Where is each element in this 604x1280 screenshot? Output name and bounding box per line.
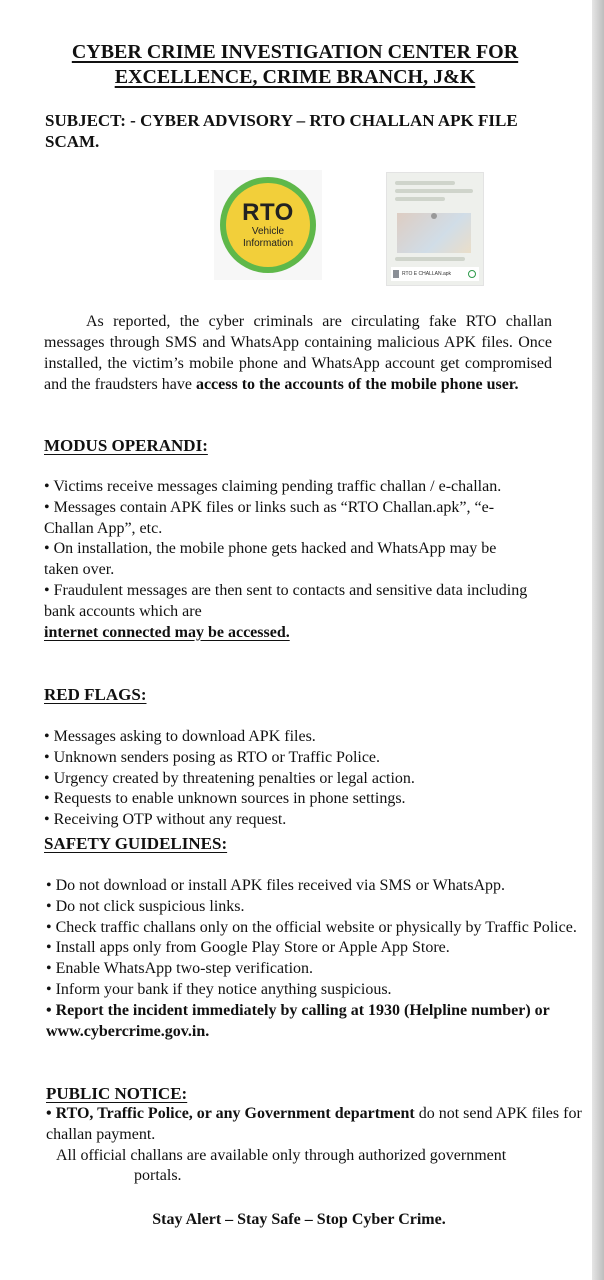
thumb-dot <box>431 213 437 219</box>
thumb-text-line <box>395 197 445 201</box>
list-item: • Requests to enable unknown sources in phone settings. <box>44 790 406 808</box>
footer-slogan: Stay Alert – Stay Safe – Stop Cyber Crime. <box>152 1211 446 1228</box>
notice-plain-text: do not send APK files for challan payment. <box>46 1105 582 1143</box>
logo-vehicle-text: Vehicle <box>251 226 285 237</box>
apk-file-name: RTO E CHALLAN.apk <box>402 271 452 277</box>
safety-guidelines-list <box>46 876 592 1042</box>
thumb-text-line <box>395 189 473 193</box>
list-item: • Unknown senders posing as RTO or Traffic Police. <box>44 748 381 766</box>
list-item: • On installation, the mobile phone gets hacked and WhatsApp may be taken over. <box>44 540 497 579</box>
list-item: • Inform your bank if they notice anything suspicious. <box>46 980 392 998</box>
modus-operandi-list <box>44 477 534 643</box>
rto-logo <box>214 170 322 280</box>
document-title <box>30 40 560 90</box>
list-item: • Victims receive messages claiming pending traffic challan / e-challan. <box>44 478 502 495</box>
scam-message-screenshot <box>386 172 484 286</box>
list-item: • Do not click suspicious links. <box>46 897 245 915</box>
intro-bold-text: access to the accounts of the mobile phone user. <box>195 376 519 393</box>
list-item: • Urgency created by threatening penalties or legal action. <box>44 769 415 787</box>
list-item: • Fraudulent messages are then sent to contacts and sensitive data including bank accounts which are <box>44 581 528 620</box>
title-line-2: EXCELLENCE, CRIME BRANCH, J&K <box>114 66 476 88</box>
title-line-1: CYBER CRIME INVESTIGATION CENTER FOR <box>71 41 519 63</box>
logo-rto-text: RTO <box>242 199 294 226</box>
intro-paragraph <box>44 311 552 395</box>
list-item: • Messages contain APK files or links such as “RTO Challan.apk”, “e-Challan App”, etc. <box>44 498 495 537</box>
thumb-text-line <box>395 181 455 185</box>
apk-file-attachment <box>391 267 479 281</box>
notice-line-3: portals. <box>134 1167 182 1185</box>
red-flags-heading: RED FLAGS: <box>44 685 147 704</box>
list-item: • Enable WhatsApp two-step verification. <box>46 960 314 978</box>
list-item: • Check traffic challans only on the official website or physically by Traffic Police. <box>46 918 577 936</box>
logo-ring <box>220 177 316 273</box>
list-item: • Messages asking to download APK files. <box>44 728 316 745</box>
notice-bold-text: • RTO, Traffic Police, or any Government department <box>46 1105 415 1122</box>
modus-operandi-heading: MODUS OPERANDI: <box>44 436 208 455</box>
download-icon <box>468 270 476 278</box>
list-item: • Do not download or install APK files received via SMS or WhatsApp. <box>46 877 506 894</box>
modus-emphasis: internet connected may be accessed. <box>44 623 290 641</box>
list-item: • Install apps only from Google Play Store or Apple App Store. <box>46 939 450 957</box>
logo-inner <box>226 183 310 267</box>
thumb-text-line <box>395 257 465 261</box>
public-notice-heading: PUBLIC NOTICE: <box>46 1084 188 1103</box>
logo-information-text: Information <box>242 238 294 249</box>
report-instruction: • Report the incident immediately by calling at 1930 (Helpline number) or www.cybercrime.gov.in. <box>46 1001 550 1040</box>
red-flags-list <box>44 727 564 831</box>
safety-guidelines-heading: SAFETY GUIDELINES: <box>44 834 228 853</box>
thumb-image <box>397 213 471 253</box>
page-edge-shadow <box>592 0 604 1280</box>
list-item: • Receiving OTP without any request. <box>44 811 287 829</box>
public-notice-text <box>46 1104 592 1187</box>
intro-text: As reported, the cyber criminals are circulating fake RTO challan messages through SMS and WhatsApp containing malicious APK files. Once installed, the victim’s mobile phone and WhatsApp account get compromised and the fraudsters have <box>44 313 552 393</box>
subject-line: SUBJECT: - CYBER ADVISORY – RTO CHALLAN APK FILE SCAM. <box>45 111 518 151</box>
notice-line-2: All official challans are available only through authorized government <box>56 1146 507 1164</box>
file-icon <box>393 270 399 278</box>
